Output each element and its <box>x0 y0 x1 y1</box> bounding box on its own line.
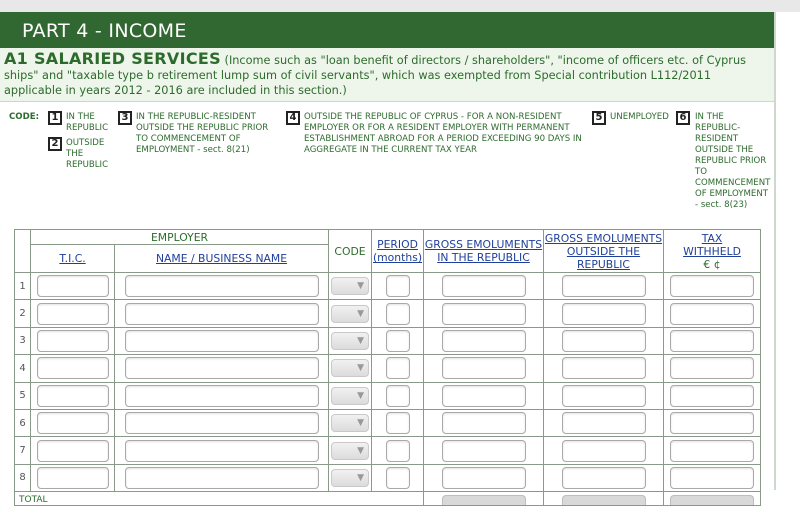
period-months-label[interactable]: (months) <box>372 251 423 264</box>
table-row <box>15 300 761 327</box>
tic-input[interactable] <box>37 440 109 462</box>
gross-in-input[interactable] <box>442 385 526 407</box>
period-input[interactable] <box>386 330 410 352</box>
employer-name-input[interactable] <box>125 275 319 297</box>
code-column-header <box>329 230 372 273</box>
table-row <box>15 409 761 436</box>
tax-input[interactable] <box>670 275 754 297</box>
tic-cell <box>31 300 115 327</box>
gross-in-cell <box>424 327 544 354</box>
rownum-header-cell <box>15 230 31 273</box>
currency-label: € ¢ <box>703 257 721 271</box>
gross-out-input[interactable] <box>562 275 646 297</box>
row-number-label: 4 <box>19 362 26 374</box>
period-input[interactable] <box>386 275 410 297</box>
gross-out-input[interactable] <box>562 412 646 434</box>
code-select[interactable] <box>331 442 369 460</box>
tax-input[interactable] <box>670 412 754 434</box>
gross-in-column-header <box>424 230 544 273</box>
chevron-down-icon: ▼ <box>357 445 364 456</box>
period-cell <box>372 300 424 327</box>
code-select[interactable] <box>331 387 369 405</box>
code-text-3: IN THE REPUBLIC-RESIDENT OUTSIDE THE REPUBLIC PRIOR TO COMMENCEMENT OF EMPLOYMENT - sect. 8(21) <box>136 112 269 155</box>
tax-input[interactable] <box>670 385 754 407</box>
chevron-down-icon: ▼ <box>357 335 364 346</box>
period-cell <box>372 437 424 464</box>
row-number <box>15 437 31 464</box>
tax-link[interactable]: TAX <box>701 231 723 245</box>
employer-name-input[interactable] <box>125 330 319 352</box>
gross-in-cell <box>424 300 544 327</box>
code-text-2: OUTSIDE THE REPUBLIC <box>66 138 109 170</box>
table-row <box>15 437 761 464</box>
tic-cell <box>31 382 115 409</box>
tax-cell <box>664 409 761 436</box>
period-cell <box>372 464 424 491</box>
tax-input[interactable] <box>670 330 754 352</box>
table-row <box>15 273 761 300</box>
tic-cell <box>31 355 115 382</box>
row-number-label: 6 <box>19 417 26 429</box>
code-cell <box>329 437 372 464</box>
gross-out-cell <box>544 382 664 409</box>
tic-input[interactable] <box>37 303 109 325</box>
code-cell <box>329 327 372 354</box>
name-cell <box>115 437 329 464</box>
code-cell <box>329 273 372 300</box>
name-cell <box>115 327 329 354</box>
row-number <box>15 300 31 327</box>
employer-name-input[interactable] <box>125 412 319 434</box>
row-number-label: 1 <box>19 280 26 292</box>
tic-cell <box>31 409 115 436</box>
code-select[interactable] <box>331 305 369 323</box>
code-box-4: 4 <box>286 111 300 125</box>
tic-cell <box>31 464 115 491</box>
code-text-4: OUTSIDE THE REPUBLIC OF CYPRUS - FOR A NON-RESIDENT EMPLOYER OR FOR A RESIDENT EMPLOYER WITH PERMANENT ESTABLISHMENT ABROAD FOR A PERIOD EXCEEDING 90 DAYS IN AGGREGATE IN THE CURRENT TAX YEAR <box>304 112 582 155</box>
code-select[interactable] <box>331 332 369 350</box>
gross-out-cell <box>544 437 664 464</box>
code-text-6: IN THE REPUBLIC-RESIDENT OUTSIDE THE REPUBLIC PRIOR TO COMMENCEMENT OF EMPLOYMENT - sect. 8(23) <box>695 112 771 210</box>
gross-in-link[interactable]: GROSS EMOLUMENTS IN THE REPUBLIC <box>424 238 543 264</box>
table-row <box>15 355 761 382</box>
code-box-5: 5 <box>592 111 606 125</box>
row-number <box>15 273 31 300</box>
name-cell <box>115 300 329 327</box>
row-number <box>15 464 31 491</box>
code-label: CODE: <box>9 112 40 122</box>
tax-column-header <box>664 230 761 273</box>
row-number-label: 5 <box>19 390 26 402</box>
part-header <box>0 12 774 48</box>
chevron-down-icon: ▼ <box>357 390 364 401</box>
chevron-down-icon: ▼ <box>357 363 364 374</box>
period-input[interactable] <box>386 467 410 489</box>
section-description: (Income such as "loan benefit of directors / shareholders", "income of officers etc. of Cyprus ships" and "taxable type b retirement lump sum of civil servants", which was exempted from Special contribution L112/2011 applicable in years 2012 - 2016 are included in this section.) <box>4 54 746 97</box>
employer-name-input[interactable] <box>125 357 319 379</box>
gross-out-input[interactable] <box>562 303 646 325</box>
tic-input[interactable] <box>37 275 109 297</box>
total-row <box>15 492 761 506</box>
tax-cell <box>664 327 761 354</box>
name-cell <box>115 464 329 491</box>
tic-input[interactable] <box>37 412 109 434</box>
employer-name-input[interactable] <box>125 303 319 325</box>
period-input[interactable] <box>386 357 410 379</box>
total-label-cell <box>15 492 424 506</box>
employer-name-input[interactable] <box>125 467 319 489</box>
code-text-5: UNEMPLOYED <box>610 112 669 122</box>
tax-cell <box>664 300 761 327</box>
code-box-2: 2 <box>48 137 62 151</box>
gross-out-input[interactable] <box>562 467 646 489</box>
period-cell <box>372 409 424 436</box>
gross-out-link[interactable]: GROSS EMOLUMENTS OUTSIDE THE REPUBLIC <box>544 231 663 271</box>
gross-out-cell <box>544 300 664 327</box>
code-cell <box>329 382 372 409</box>
gross-in-cell <box>424 437 544 464</box>
tax-cell <box>664 382 761 409</box>
row-number <box>15 409 31 436</box>
income-form <box>0 12 776 506</box>
name-cell <box>115 273 329 300</box>
total-tax-cell <box>664 492 761 506</box>
tic-input[interactable] <box>37 467 109 489</box>
gross-out-column-header <box>544 230 664 273</box>
tax-cell <box>664 464 761 491</box>
name-column-header <box>115 245 329 273</box>
total-gross-in-cell <box>424 492 544 506</box>
row-number <box>15 327 31 354</box>
gross-in-input[interactable] <box>442 412 526 434</box>
period-column-header <box>372 230 424 273</box>
total-gross-in-field <box>442 495 526 505</box>
row-number-label: 2 <box>19 308 26 320</box>
tic-link[interactable]: T.I.C. <box>59 252 86 265</box>
tax-input[interactable] <box>670 303 754 325</box>
code-select[interactable] <box>331 277 369 295</box>
gross-out-cell <box>544 355 664 382</box>
code-box-1: 1 <box>48 111 62 125</box>
gross-in-cell <box>424 464 544 491</box>
code-select[interactable] <box>331 469 369 487</box>
gross-out-cell <box>544 273 664 300</box>
code-column-label: CODE <box>334 244 366 258</box>
code-cell <box>329 355 372 382</box>
total-tax-field <box>670 495 754 505</box>
name-cell <box>115 382 329 409</box>
name-cell <box>115 355 329 382</box>
tic-column-header <box>31 245 115 273</box>
gross-out-cell <box>544 327 664 354</box>
gross-in-input[interactable] <box>442 440 526 462</box>
chevron-down-icon: ▼ <box>357 418 364 429</box>
gross-out-cell <box>544 464 664 491</box>
employer-rows <box>15 273 761 506</box>
tax-cell <box>664 437 761 464</box>
employer-header: EMPLOYER <box>31 230 329 245</box>
row-number-label: 7 <box>19 445 26 457</box>
gross-in-cell <box>424 355 544 382</box>
code-select[interactable] <box>331 359 369 377</box>
tic-cell <box>31 327 115 354</box>
tax-cell <box>664 273 761 300</box>
tic-input[interactable] <box>37 330 109 352</box>
period-input[interactable] <box>386 303 410 325</box>
period-input[interactable] <box>386 440 410 462</box>
employer-name-input[interactable] <box>125 385 319 407</box>
tic-cell <box>31 437 115 464</box>
total-gross-out-field <box>562 495 646 505</box>
tax-cell <box>664 355 761 382</box>
table-row <box>15 464 761 491</box>
chevron-down-icon: ▼ <box>357 281 364 292</box>
row-number-label: 8 <box>19 472 26 484</box>
name-cell <box>115 409 329 436</box>
total-label: TOTAL <box>19 495 48 506</box>
gross-in-input[interactable] <box>442 275 526 297</box>
gross-in-input[interactable] <box>442 467 526 489</box>
period-cell <box>372 355 424 382</box>
code-legend <box>0 108 774 224</box>
name-link[interactable]: NAME / BUSINESS NAME <box>155 252 288 265</box>
employer-table <box>14 229 761 506</box>
gross-in-cell <box>424 382 544 409</box>
part-title: PART 4 - INCOME <box>22 20 187 42</box>
tax-input[interactable] <box>670 467 754 489</box>
code-cell <box>329 464 372 491</box>
tic-cell <box>31 273 115 300</box>
chevron-down-icon: ▼ <box>357 472 364 483</box>
withheld-link[interactable]: WITHHELD <box>683 244 741 258</box>
code-select[interactable] <box>331 414 369 432</box>
tic-input[interactable] <box>37 385 109 407</box>
tic-input[interactable] <box>37 357 109 379</box>
employer-name-input[interactable] <box>125 440 319 462</box>
code-box-6: 6 <box>676 111 690 125</box>
tax-input[interactable] <box>670 440 754 462</box>
chevron-down-icon: ▼ <box>357 308 364 319</box>
total-gross-out-cell <box>544 492 664 506</box>
period-cell <box>372 327 424 354</box>
section-a1 <box>0 48 774 102</box>
row-number <box>15 382 31 409</box>
row-number-label: 3 <box>19 335 26 347</box>
section-title: A1 SALARIED SERVICES <box>4 49 221 68</box>
gross-out-input[interactable] <box>562 357 646 379</box>
code-box-3: 3 <box>118 111 132 125</box>
tax-input[interactable] <box>670 357 754 379</box>
period-input[interactable] <box>386 385 410 407</box>
period-column-link[interactable]: PERIOD <box>377 238 418 251</box>
gross-in-input[interactable] <box>442 303 526 325</box>
table-row <box>15 327 761 354</box>
gross-in-cell <box>424 273 544 300</box>
period-cell <box>372 273 424 300</box>
code-cell <box>329 300 372 327</box>
code-text-1: IN THE REPUBLIC <box>66 112 109 133</box>
table-row <box>15 382 761 409</box>
row-number <box>15 355 31 382</box>
gross-out-input[interactable] <box>562 330 646 352</box>
top-strip <box>0 0 800 12</box>
gross-in-input[interactable] <box>442 330 526 352</box>
code-cell <box>329 409 372 436</box>
gross-in-cell <box>424 409 544 436</box>
period-cell <box>372 382 424 409</box>
period-input[interactable] <box>386 412 410 434</box>
gross-out-cell <box>544 409 664 436</box>
gross-in-input[interactable] <box>442 357 526 379</box>
gross-out-input[interactable] <box>562 385 646 407</box>
gross-out-input[interactable] <box>562 440 646 462</box>
